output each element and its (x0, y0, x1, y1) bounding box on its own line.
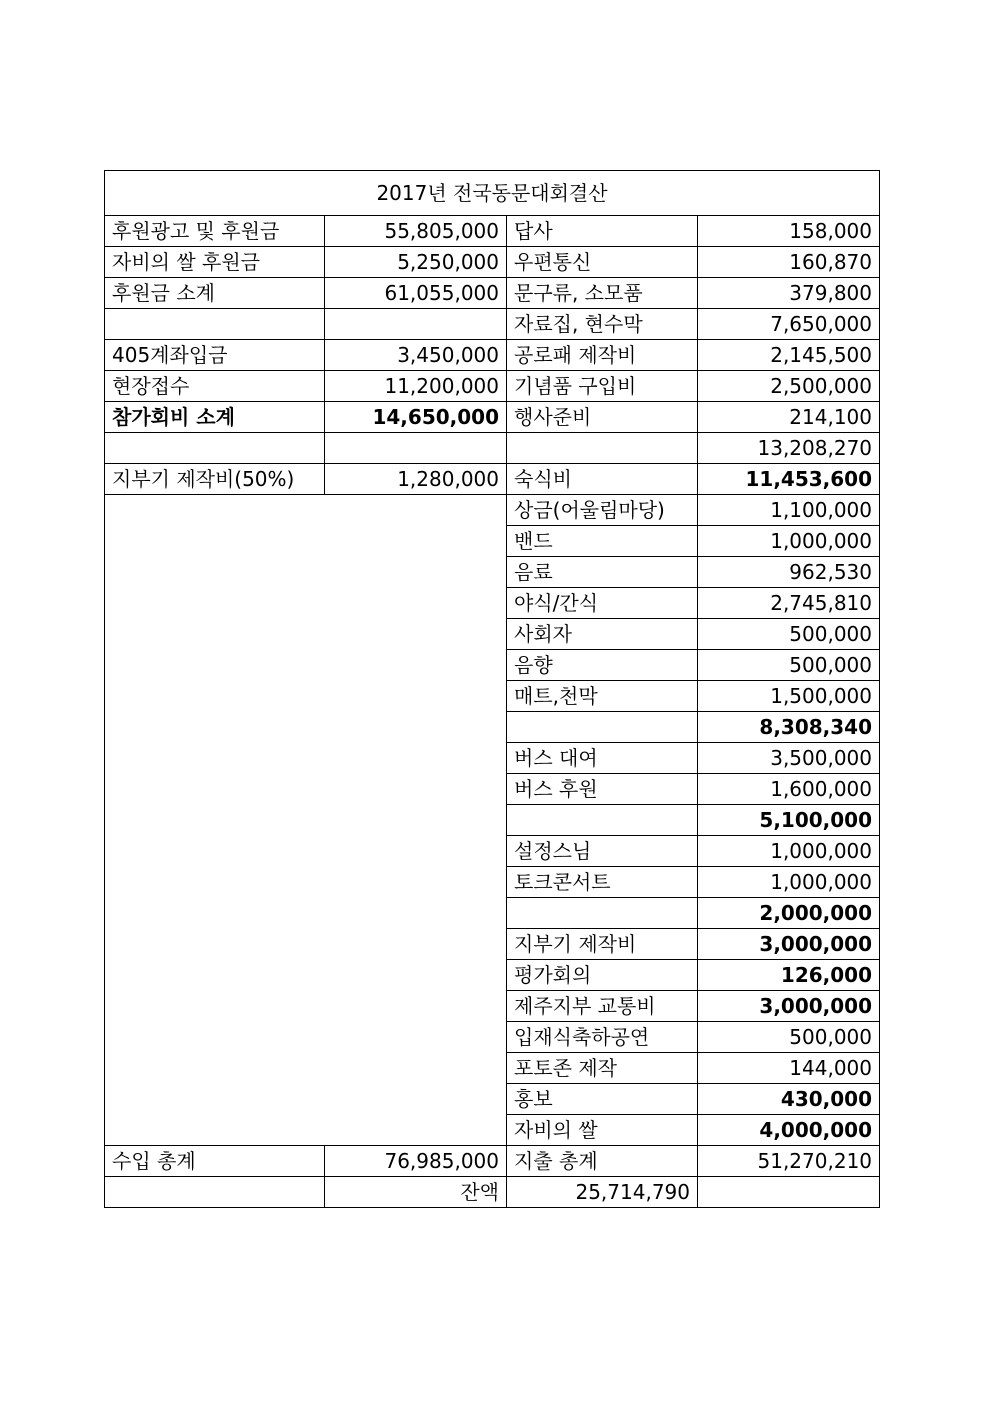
income-label: 405계좌입금 (105, 340, 325, 371)
expense-label: 밴드 (507, 526, 698, 557)
expense-label: 제주지부 교통비 (507, 991, 698, 1022)
expense-label (507, 712, 698, 743)
expense-total-amount: 51,270,210 (698, 1146, 880, 1177)
expense-amount: 430,000 (698, 1084, 880, 1115)
expense-total-label: 지출 총계 (507, 1146, 698, 1177)
expense-amount: 158,000 (698, 216, 880, 247)
expense-amount: 500,000 (698, 650, 880, 681)
expense-label (507, 433, 698, 464)
expense-label: 문구류, 소모품 (507, 278, 698, 309)
table-row (105, 216, 880, 247)
expense-label: 자비의 쌀 (507, 1115, 698, 1146)
expense-label (507, 805, 698, 836)
table-row (105, 464, 880, 495)
expense-amount: 144,000 (698, 1053, 880, 1084)
income-amount: 61,055,000 (325, 278, 507, 309)
expense-amount: 3,000,000 (698, 929, 880, 960)
expense-label: 음향 (507, 650, 698, 681)
income-amount: 11,200,000 (325, 371, 507, 402)
expense-label: 야식/간식 (507, 588, 698, 619)
income-amount: 3,450,000 (325, 340, 507, 371)
expense-label: 입재식축하공연 (507, 1022, 698, 1053)
expense-label: 상금(어울림마당) (507, 495, 698, 526)
income-label (105, 309, 325, 340)
expense-amount: 1,600,000 (698, 774, 880, 805)
income-label (105, 433, 325, 464)
expense-label: 버스 후원 (507, 774, 698, 805)
income-amount (325, 309, 507, 340)
expense-label: 행사준비 (507, 402, 698, 433)
income-total-amount: 76,985,000 (325, 1146, 507, 1177)
table-row (105, 371, 880, 402)
table-title: 2017년 전국동문대회결산 (105, 171, 880, 216)
balance-blank-cell (105, 1177, 325, 1208)
expense-label: 자료집, 현수막 (507, 309, 698, 340)
settlement-table-body (105, 171, 880, 1208)
table-row (105, 278, 880, 309)
income-label: 후원금 소계 (105, 278, 325, 309)
expense-label: 음료 (507, 557, 698, 588)
expense-amount: 8,308,340 (698, 712, 880, 743)
table-row (105, 309, 880, 340)
expense-amount: 11,453,600 (698, 464, 880, 495)
expense-amount: 5,100,000 (698, 805, 880, 836)
expense-label: 지부기 제작비 (507, 929, 698, 960)
income-label: 후원광고 및 후원금 (105, 216, 325, 247)
table-row (105, 340, 880, 371)
balance-row (105, 1177, 880, 1208)
income-label: 현장접수 (105, 371, 325, 402)
expense-amount: 1,000,000 (698, 867, 880, 898)
expense-label: 숙식비 (507, 464, 698, 495)
expense-label: 평가회의 (507, 960, 698, 991)
expense-amount: 126,000 (698, 960, 880, 991)
table-row (105, 433, 880, 464)
expense-amount: 1,100,000 (698, 495, 880, 526)
expense-amount: 500,000 (698, 1022, 880, 1053)
income-amount (325, 433, 507, 464)
table-row (105, 495, 880, 526)
expense-amount: 13,208,270 (698, 433, 880, 464)
expense-label: 포토존 제작 (507, 1053, 698, 1084)
income-blank-area (105, 495, 507, 1146)
totals-row (105, 1146, 880, 1177)
income-amount: 1,280,000 (325, 464, 507, 495)
title-row (105, 171, 880, 216)
expense-amount: 214,100 (698, 402, 880, 433)
expense-amount: 3,500,000 (698, 743, 880, 774)
income-total-label: 수입 총계 (105, 1146, 325, 1177)
expense-label: 기념품 구입비 (507, 371, 698, 402)
expense-amount: 962,530 (698, 557, 880, 588)
income-amount: 5,250,000 (325, 247, 507, 278)
expense-label: 홍보 (507, 1084, 698, 1115)
expense-amount: 7,650,000 (698, 309, 880, 340)
expense-label: 공로패 제작비 (507, 340, 698, 371)
income-amount: 14,650,000 (325, 402, 507, 433)
balance-amount: 25,714,790 (507, 1177, 698, 1208)
expense-amount: 160,870 (698, 247, 880, 278)
expense-amount: 379,800 (698, 278, 880, 309)
expense-amount: 2,500,000 (698, 371, 880, 402)
income-label: 지부기 제작비(50%) (105, 464, 325, 495)
expense-amount: 1,500,000 (698, 681, 880, 712)
table-row (105, 402, 880, 433)
expense-amount: 1,000,000 (698, 526, 880, 557)
income-label: 참가회비 소계 (105, 402, 325, 433)
expense-amount: 4,000,000 (698, 1115, 880, 1146)
expense-label: 토크콘서트 (507, 867, 698, 898)
expense-label: 설정스님 (507, 836, 698, 867)
expense-amount: 2,745,810 (698, 588, 880, 619)
expense-label: 버스 대여 (507, 743, 698, 774)
balance-empty-cell (698, 1177, 880, 1208)
expense-label: 사회자 (507, 619, 698, 650)
income-label: 자비의 쌀 후원금 (105, 247, 325, 278)
expense-amount: 2,145,500 (698, 340, 880, 371)
income-amount: 55,805,000 (325, 216, 507, 247)
expense-label: 매트,천막 (507, 681, 698, 712)
expense-amount: 3,000,000 (698, 991, 880, 1022)
expense-amount: 2,000,000 (698, 898, 880, 929)
expense-label (507, 898, 698, 929)
expense-amount: 1,000,000 (698, 836, 880, 867)
expense-amount: 500,000 (698, 619, 880, 650)
expense-label: 우편통신 (507, 247, 698, 278)
balance-label: 잔액 (325, 1177, 507, 1208)
table-row (105, 247, 880, 278)
expense-label: 답사 (507, 216, 698, 247)
settlement-table (104, 170, 880, 1208)
